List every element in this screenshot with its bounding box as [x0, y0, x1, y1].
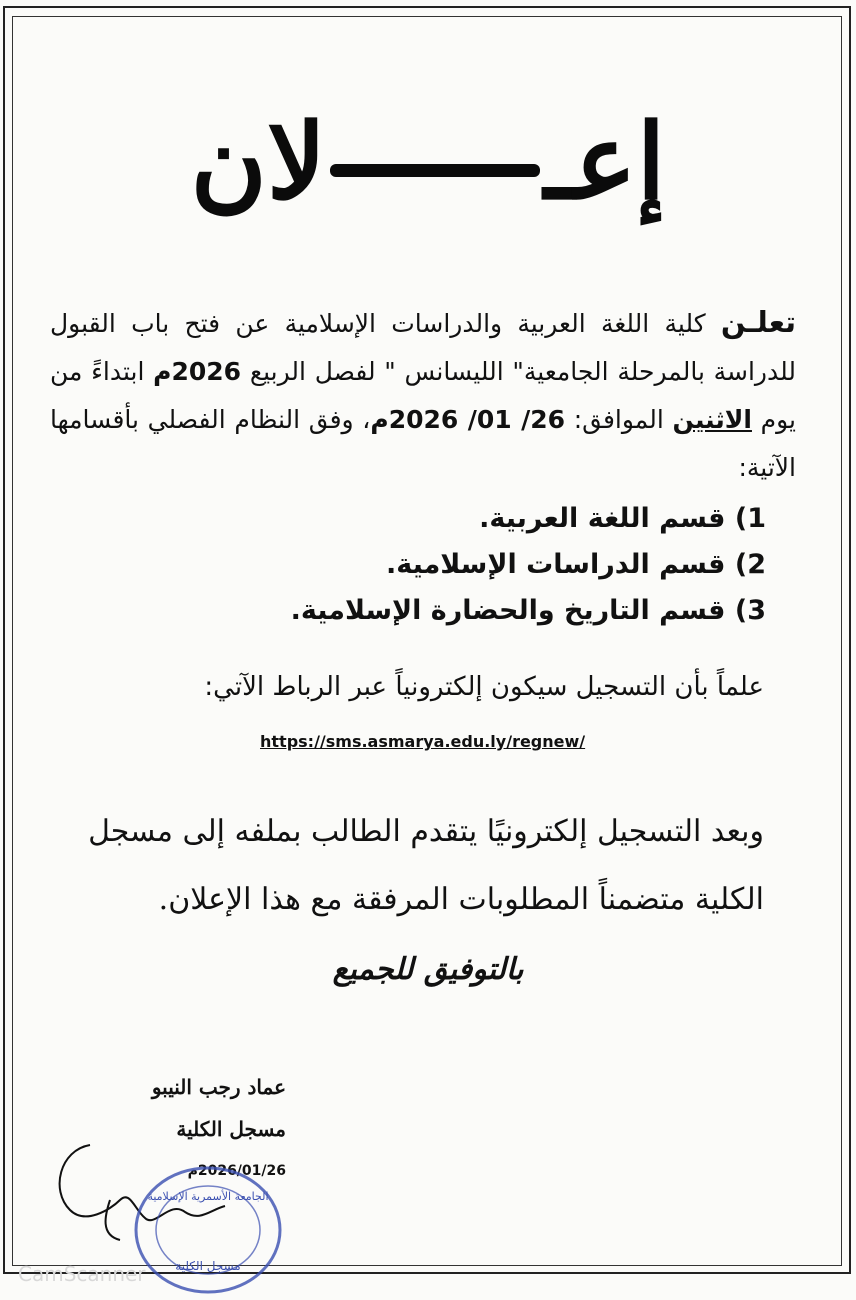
title-end: لان	[190, 100, 327, 223]
start-date: 26/ 01/ 2026م	[370, 405, 565, 434]
official-stamp	[128, 1160, 288, 1300]
department-item: 1) قسم اللغة العربية.	[479, 503, 766, 534]
announcement-title	[0, 100, 856, 223]
closing-greeting: بالتوفيق للجميع	[332, 952, 524, 987]
signatory-title: مسجل الكلية	[176, 1117, 286, 1141]
after-registration-text	[70, 798, 764, 934]
title-kashida	[330, 164, 540, 177]
lead-word: تعلـن	[720, 305, 796, 339]
stamp-subtext: مسجل الكلية	[175, 1259, 241, 1273]
department-item: 3) قسم التاريخ والحضارة الإسلامية.	[290, 595, 766, 626]
title-start: إعـ	[544, 100, 666, 223]
departments-list	[166, 496, 766, 634]
registration-note: علماً بأن التسجيل سيكون إلكترونياً عبر الرباط الآتي:	[204, 672, 764, 702]
signatory-date: 2026/01/26م	[187, 1163, 286, 1179]
para-line-3c: ، وفق النظام الفصلي	[147, 405, 371, 434]
para-line-3a: ابتداءً من يوم	[50, 357, 797, 434]
start-day: الاثنين	[672, 405, 752, 434]
signatory-name: عماد رجب النيبو	[151, 1075, 286, 1099]
scanner-watermark: CamScanner	[18, 1262, 146, 1286]
para-line-4: بأقسامها الآتية:	[50, 405, 796, 482]
para-line-1: كلية اللغة العربية والدراسات الإسلامية عن فتح باب	[131, 309, 706, 338]
announcement-paragraph	[50, 298, 796, 492]
semester-year: 2026م	[153, 357, 242, 386]
after-line-2: الكلية متضمناً المطلوبات المرفقة مع هذا الإعلان.	[158, 882, 764, 917]
department-item: 2) قسم الدراسات الإسلامية.	[385, 549, 766, 580]
after-line-1: وبعد التسجيل إلكترونيًا يتقدم الطالب بملفه إلى مسجل	[88, 814, 764, 849]
corner-ornament-right	[829, 6, 851, 28]
para-line-2: القبول للدراسة بالمرحلة الجامعية" الليسانس " لفصل الربيع	[50, 309, 797, 386]
para-line-3b: الموافق:	[573, 405, 664, 434]
stamp-text: الجامعة الأسمرية الإسلامية	[147, 1190, 269, 1203]
corner-ornament-left	[3, 6, 25, 28]
registration-link[interactable]: https://sms.asmarya.edu.ly/regnew/	[260, 732, 586, 751]
